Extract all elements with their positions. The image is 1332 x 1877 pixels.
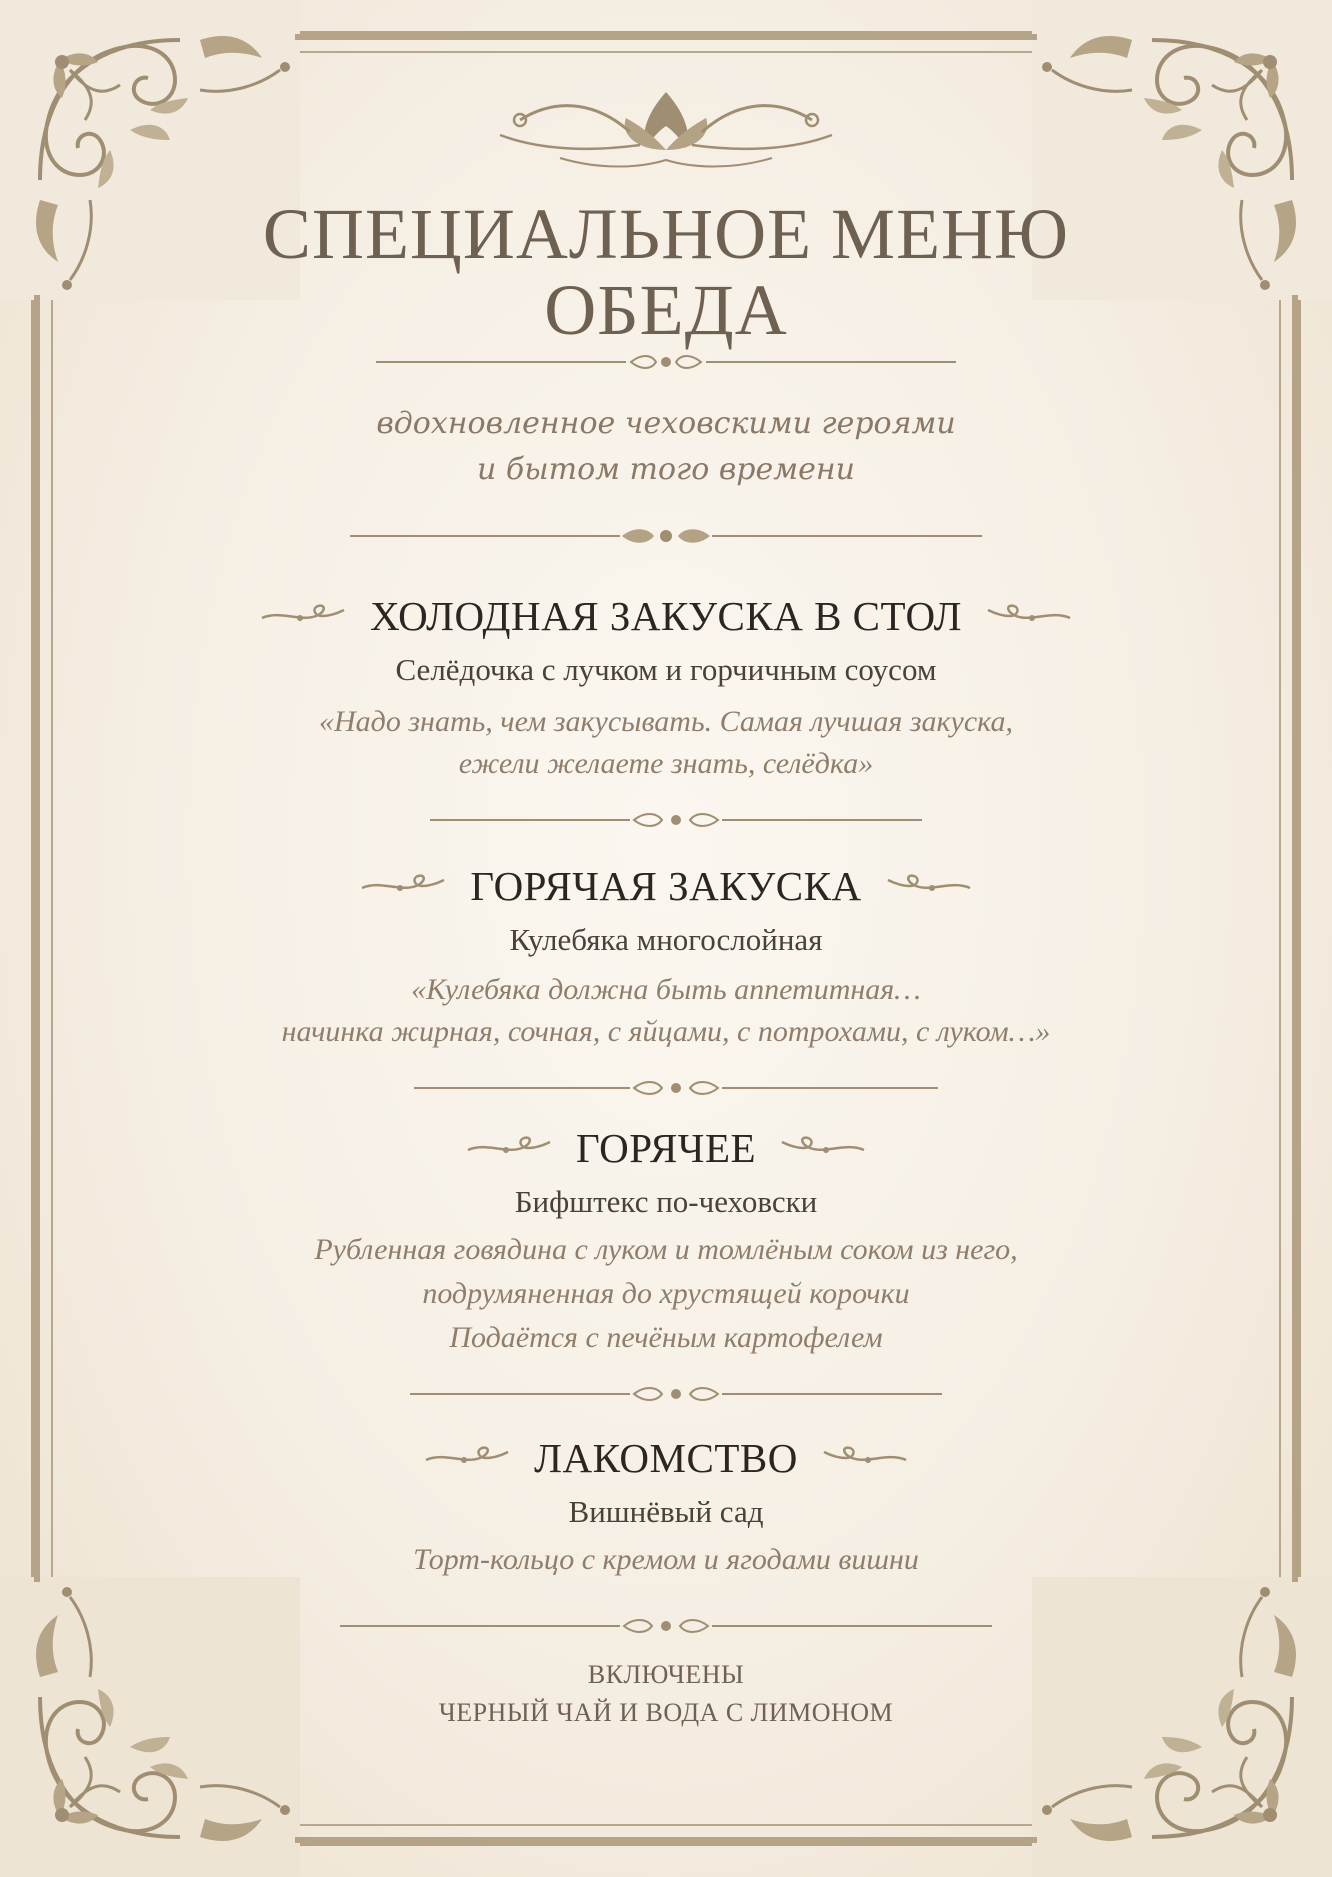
swirl-ornament-icon [260, 602, 346, 630]
swirl-ornament-icon [360, 872, 446, 900]
dish-name: Кулебяка многослойная [509, 922, 823, 957]
dish-quote-line: «Надо знать, чем закусывать. Самая лучшая закуска, [319, 705, 1013, 738]
section-heading: ЛАКОМСТВО [534, 1435, 798, 1481]
footer-included-label: ВКЛЮЧЕНЫ [587, 1660, 745, 1689]
flourish-divider-icon [430, 808, 922, 832]
section-heading-row [0, 1430, 1332, 1486]
leaf-crest-icon [500, 92, 832, 167]
dish-quote-line: ежели желаете знать, селёдка» [458, 747, 874, 780]
section-heading-row [0, 588, 1332, 644]
section-heading: ГОРЯЧАЯ ЗАКУСКА [470, 863, 862, 909]
page-subtitle-line1: вдохновленное чеховскими героями [376, 406, 956, 441]
flourish-divider-icon [414, 1076, 938, 1100]
swirl-ornament-icon [780, 1134, 866, 1162]
flourish-divider-icon [340, 1614, 992, 1638]
flourish-divider-icon [410, 1382, 942, 1406]
dish-name: Бифштекс по-чеховски [514, 1184, 818, 1219]
swirl-ornament-icon [886, 872, 972, 900]
swirl-ornament-icon [822, 1444, 908, 1472]
dish-name: Вишнёвый сад [568, 1494, 764, 1529]
section-heading: ГОРЯЧЕЕ [575, 1125, 757, 1171]
dish-quote-line: Рубленная говядина с луком и томлёным соком из него, [314, 1233, 1018, 1266]
dish-quote-line: Торт-кольцо с кремом и ягодами вишни [413, 1543, 919, 1576]
section-heading: ХОЛОДНАЯ ЗАКУСКА В СТОЛ [370, 593, 962, 639]
dish-quote-line: начинка жирная, сочная, с яйцами, с потрохами, с луком…» [281, 1015, 1051, 1048]
section-heading-row [0, 858, 1332, 914]
footer-included-items: ЧЕРНЫЙ ЧАЙ И ВОДА С ЛИМОНОМ [438, 1698, 894, 1727]
page-subtitle-line2: и бытом того времени [477, 452, 855, 487]
dish-name: Селёдочка с лучком и горчичным соусом [395, 652, 937, 687]
section-heading-row [0, 1120, 1332, 1176]
flourish-divider-icon [376, 350, 956, 374]
dish-quote-line: «Кулебяка должна быть аппетитная… [411, 973, 921, 1006]
flourish-divider-icon [350, 524, 982, 548]
swirl-ornament-icon [466, 1134, 552, 1162]
swirl-ornament-icon [986, 602, 1072, 630]
dish-quote-line: Подаётся с печёным картофелем [449, 1321, 883, 1354]
page-title-line1: СПЕЦИАЛЬНОЕ МЕНЮ [262, 194, 1070, 274]
page-title-line2: ОБЕДА [544, 270, 788, 350]
swirl-ornament-icon [424, 1444, 510, 1472]
dish-quote-line: подрумяненная до хрустящей корочки [422, 1277, 910, 1310]
